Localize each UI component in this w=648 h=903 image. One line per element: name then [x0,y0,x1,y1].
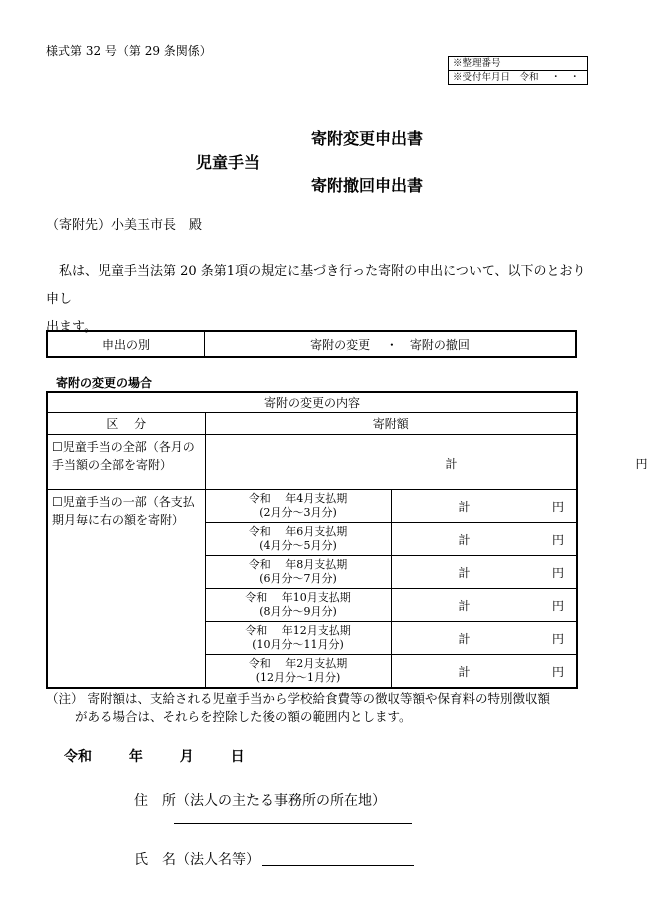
addressee: （寄附先）小美玉市長 殿 [46,218,203,233]
title-child-allowance: 児童手当 [196,153,261,172]
note-line-2: がある場合は、それらを控除した後の額の範囲内とします。 [46,709,412,724]
period-label: 令和 年4月支払期 [248,491,348,505]
column-amount: 寄附額 [205,412,577,434]
period-cell [205,621,391,654]
period-cell [205,489,391,522]
period-cell [205,654,391,688]
period-label: 令和 年12月支払期 [245,623,351,637]
yen-label: 円 [551,598,564,613]
date-day: 日 [230,749,245,765]
option-partial[interactable]: ☐児童手当の一部（各支払期月毎に右の額を寄附） [47,489,205,688]
total-label: 計 [458,598,471,613]
amount-full-cell[interactable] [205,434,648,489]
period-months: (8月分～9月分) [259,604,337,618]
note-line-1: （注） 寄附額は、支給される児童手当から学校給食費等の徴収等額や保育料の特別徴収額 [46,691,550,706]
name-input-line[interactable] [262,865,414,866]
yen-label: 円 [635,456,648,471]
request-type-options[interactable]: 寄附の変更 ・ 寄附の撤回 [310,337,470,352]
body-line-1: 私は、児童手当法第 20 条第1項の規定に基づき行った寄附の申出について、以下のとおり申し [46,264,586,307]
section-label: 寄附の変更の場合 [56,376,153,390]
office-use-box [448,56,588,85]
period-cell [205,522,391,555]
period-label: 令和 年8月支払期 [248,557,348,571]
total-label: 計 [458,631,471,646]
note [46,690,550,726]
date-month: 月 [179,749,194,765]
amount-cell[interactable] [391,588,577,621]
office-box-reference-number: ※整理番号 [453,58,501,69]
total-label: 計 [458,532,471,547]
amount-cell[interactable] [391,654,577,688]
yen-label: 円 [551,565,564,580]
yen-label: 円 [551,631,564,646]
title-change: 寄附変更申出書 [311,129,424,148]
yen-label: 円 [551,532,564,547]
yen-label: 円 [551,664,564,679]
period-months: (6月分～7月分) [259,571,337,585]
option-full[interactable]: ☐児童手当の全部（各月の手当額の全部を寄附） [47,434,205,489]
table-header: 寄附の変更の内容 [47,392,577,412]
period-months: (2月分～3月分) [259,505,337,519]
yen-label: 円 [551,499,564,514]
name-label: 氏 名（法人名等） [134,852,260,868]
date-line[interactable] [64,746,277,766]
period-cell [205,588,391,621]
total-label: 計 [458,664,471,679]
body-line-2: 出ます。 [46,320,97,335]
change-details-table [46,391,648,689]
period-label: 令和 年10月支払期 [245,590,351,604]
period-cell [205,555,391,588]
column-category: 区 分 [47,412,205,434]
amount-cell[interactable] [391,522,577,555]
office-box-received-date: ※受付年月日 令和 ・ ・ [449,70,587,84]
address-label: 住 所（法人の主たる事務所の所在地） [134,793,386,809]
request-type-label: 申出の別 [48,332,205,356]
period-months: (4月分～5月分) [259,538,337,552]
amount-cell[interactable] [391,555,577,588]
address-input-line[interactable] [174,823,412,824]
request-type-box [46,330,577,358]
title-withdrawal: 寄附撤回申出書 [311,176,424,195]
period-label: 令和 年6月支払期 [248,524,348,538]
total-label: 計 [458,499,471,514]
period-label: 令和 年2月支払期 [248,656,348,670]
amount-cell[interactable] [391,489,577,522]
date-era: 令和 [64,749,92,765]
total-label: 計 [445,456,458,471]
period-months: (12月分～1月分) [255,670,341,684]
form-number: 様式第 32 号（第 29 条関係） [46,44,212,58]
date-year: 年 [128,749,143,765]
period-months: (10月分～11月分) [252,637,344,651]
total-label: 計 [458,565,471,580]
amount-cell[interactable] [391,621,577,654]
